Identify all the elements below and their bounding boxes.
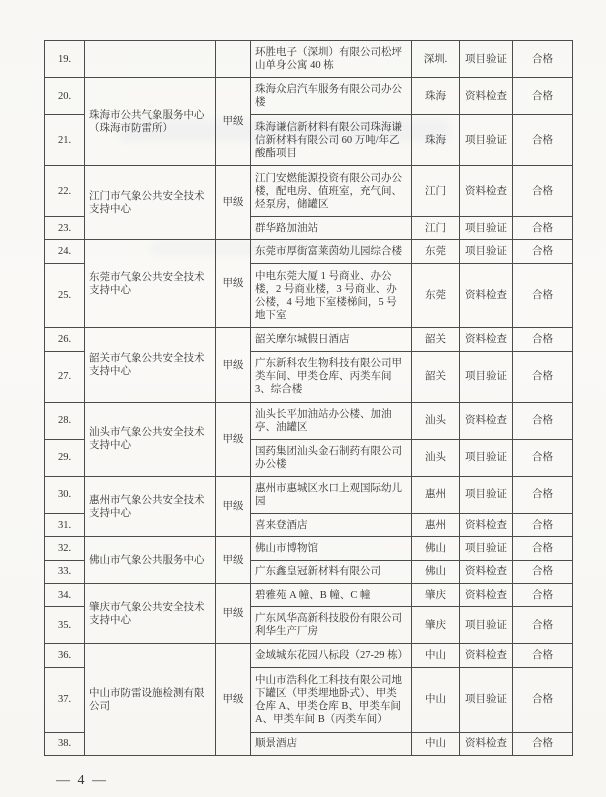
- result-cell: 合格: [513, 328, 573, 351]
- check-type-cell: 项目验证: [460, 41, 513, 78]
- result-cell: 合格: [513, 607, 573, 644]
- city-cell: 中山: [412, 644, 460, 667]
- check-type-cell: 资料检查: [460, 514, 513, 537]
- table-row: [45, 584, 573, 607]
- inspection-results-table: [44, 40, 573, 756]
- city-cell: 东莞: [412, 263, 460, 328]
- row-number-cell: 22.: [45, 166, 85, 217]
- project-cell: 群华路加油站: [251, 217, 412, 240]
- table-row: [45, 328, 573, 351]
- grade-cell: [216, 41, 251, 78]
- org-cell: 惠州市气象公共安全技术支持中心: [85, 476, 216, 536]
- city-cell: 肇庆: [412, 584, 460, 607]
- org-cell: [85, 41, 216, 78]
- city-cell: 韶关: [412, 351, 460, 402]
- grade-cell: 甲级: [216, 537, 251, 584]
- city-cell: 江门: [412, 217, 460, 240]
- page-number: — 4 —: [56, 773, 108, 788]
- check-type-cell: 项目验证: [460, 217, 513, 240]
- city-cell: 汕头: [412, 439, 460, 476]
- check-type-cell: 项目验证: [460, 351, 513, 402]
- project-cell: 东莞市厚街富莱茵幼儿园综合楼: [251, 240, 412, 263]
- row-number-cell: 21.: [45, 115, 85, 166]
- row-number-cell: 25.: [45, 263, 85, 328]
- grade-cell: 甲级: [216, 78, 251, 166]
- city-cell: 佛山: [412, 560, 460, 583]
- project-cell: 韶关摩尔城假日酒店: [251, 328, 412, 351]
- grade-cell: 甲级: [216, 644, 251, 756]
- check-type-cell: 资料检查: [460, 263, 513, 328]
- row-number-cell: 27.: [45, 351, 85, 402]
- grade-cell: 甲级: [216, 584, 251, 644]
- project-cell: 广东新科农生物科技有限公司甲类车间、甲类仓库、丙类车间 3、综合楼: [251, 351, 412, 402]
- row-number-cell: 24.: [45, 240, 85, 263]
- org-cell: 珠海市公共气象服务中心（珠海市防雷所）: [85, 78, 216, 166]
- check-type-cell: 资料检查: [460, 328, 513, 351]
- result-cell: 合格: [513, 78, 573, 115]
- result-cell: 合格: [513, 439, 573, 476]
- project-cell: 国药集团汕头金石制药有限公司办公楼: [251, 439, 412, 476]
- project-cell: 珠海谦信新材料有限公司珠海谦信新材料有限公司 60 万吨/年乙酸酯项目: [251, 115, 412, 166]
- result-cell: 合格: [513, 402, 573, 439]
- check-type-cell: 资料检查: [460, 402, 513, 439]
- check-type-cell: 项目验证: [460, 607, 513, 644]
- table-row: [45, 78, 573, 115]
- city-cell: 珠海: [412, 115, 460, 166]
- check-type-cell: 项目验证: [460, 240, 513, 263]
- city-cell: 韶关: [412, 328, 460, 351]
- row-number-cell: 30.: [45, 476, 85, 513]
- table-row: [45, 537, 573, 560]
- result-cell: 合格: [513, 476, 573, 513]
- result-cell: 合格: [513, 644, 573, 667]
- result-cell: 合格: [513, 166, 573, 217]
- project-cell: 佛山市博物馆: [251, 537, 412, 560]
- grade-cell: 甲级: [216, 402, 251, 476]
- project-cell: 广东风华高新科技股份有限公司利华生产厂房: [251, 607, 412, 644]
- city-cell: 中山: [412, 732, 460, 756]
- result-cell: 合格: [513, 263, 573, 328]
- city-cell: 江门: [412, 166, 460, 217]
- project-cell: 汕头长平加油站办公楼、加油亭、油罐区: [251, 402, 412, 439]
- city-cell: 佛山: [412, 537, 460, 560]
- check-type-cell: 项目验证: [460, 476, 513, 513]
- project-cell: 江门安燃能源投资有限公司办公楼，配电房、值班室，充气间、烃泵房，储罐区: [251, 166, 412, 217]
- project-cell: 珠海众启汽车服务有限公司办公楼: [251, 78, 412, 115]
- result-cell: 合格: [513, 667, 573, 732]
- project-cell: 顺景酒店: [251, 732, 412, 756]
- org-cell: 汕头市气象公共安全技术支持中心: [85, 402, 216, 476]
- row-number-cell: 37.: [45, 667, 85, 732]
- row-number-cell: 28.: [45, 402, 85, 439]
- row-number-cell: 19.: [45, 41, 85, 78]
- org-cell: 中山市防雷设施检测有限公司: [85, 644, 216, 756]
- org-cell: 东莞市气象公共安全技术支持中心: [85, 240, 216, 328]
- project-cell: 金域城东花园八标段（27-29 栋）: [251, 644, 412, 667]
- project-cell: 环胜电子（深圳）有限公司松坪山单身公寓 40 栋: [251, 41, 412, 78]
- city-cell: 肇庆: [412, 607, 460, 644]
- table-row: [45, 166, 573, 217]
- check-type-cell: 资料检查: [460, 584, 513, 607]
- check-type-cell: 资料检查: [460, 560, 513, 583]
- result-cell: 合格: [513, 537, 573, 560]
- city-cell: 东莞: [412, 240, 460, 263]
- row-number-cell: 34.: [45, 584, 85, 607]
- result-cell: 合格: [513, 732, 573, 756]
- result-cell: 合格: [513, 217, 573, 240]
- result-cell: 合格: [513, 584, 573, 607]
- check-type-cell: 资料检查: [460, 78, 513, 115]
- city-cell: 惠州: [412, 514, 460, 537]
- result-cell: 合格: [513, 115, 573, 166]
- result-cell: 合格: [513, 351, 573, 402]
- check-type-cell: 资料检查: [460, 644, 513, 667]
- result-cell: 合格: [513, 240, 573, 263]
- project-cell: 中电东莞大厦 1 号商业、办公楼，2 号商业楼，3 号商业、办公楼，4 号地下室楼梯间，5 号地下室: [251, 263, 412, 328]
- project-cell: 惠州市惠城区水口上观国际幼儿园: [251, 476, 412, 513]
- project-cell: 碧雅苑 A 幢、B 幢、C 幢: [251, 584, 412, 607]
- check-type-cell: 项目验证: [460, 439, 513, 476]
- check-type-cell: 资料检查: [460, 166, 513, 217]
- table-row: [45, 476, 573, 513]
- project-cell: 广东鑫皇冠新材料有限公司: [251, 560, 412, 583]
- grade-cell: 甲级: [216, 476, 251, 536]
- row-number-cell: 38.: [45, 732, 85, 756]
- row-number-cell: 31.: [45, 514, 85, 537]
- org-cell: 江门市气象公共安全技术支持中心: [85, 166, 216, 240]
- city-cell: 珠海: [412, 78, 460, 115]
- table-row: [45, 240, 573, 263]
- row-number-cell: 20.: [45, 78, 85, 115]
- city-cell: 惠州: [412, 476, 460, 513]
- row-number-cell: 32.: [45, 537, 85, 560]
- result-cell: 合格: [513, 514, 573, 537]
- check-type-cell: 项目验证: [460, 537, 513, 560]
- row-number-cell: 23.: [45, 217, 85, 240]
- check-type-cell: 项目验证: [460, 115, 513, 166]
- grade-cell: 甲级: [216, 328, 251, 402]
- table-row: [45, 402, 573, 439]
- row-number-cell: 36.: [45, 644, 85, 667]
- grade-cell: 甲级: [216, 166, 251, 240]
- row-number-cell: 33.: [45, 560, 85, 583]
- result-cell: 合格: [513, 41, 573, 78]
- row-number-cell: 35.: [45, 607, 85, 644]
- project-cell: 中山市浩科化工科技有限公司地下罐区（甲类埋地卧式）、甲类仓库 A、甲类仓库 B、甲类车间 A、甲类车间 B（丙类车间）: [251, 667, 412, 732]
- row-number-cell: 26.: [45, 328, 85, 351]
- project-cell: 喜来登酒店: [251, 514, 412, 537]
- table-row: [45, 644, 573, 667]
- check-type-cell: 项目验证: [460, 667, 513, 732]
- org-cell: 韶关市气象公共安全技术支持中心: [85, 328, 216, 402]
- result-cell: 合格: [513, 560, 573, 583]
- row-number-cell: 29.: [45, 439, 85, 476]
- check-type-cell: 资料检查: [460, 732, 513, 756]
- city-cell: 汕头: [412, 402, 460, 439]
- table-row: [45, 41, 573, 78]
- city-cell: 深圳.: [412, 41, 460, 78]
- table-body: [45, 41, 573, 756]
- org-cell: 佛山市气象公共服务中心: [85, 537, 216, 584]
- org-cell: 肇庆市气象公共安全技术支持中心: [85, 584, 216, 644]
- city-cell: 中山: [412, 667, 460, 732]
- grade-cell: 甲级: [216, 240, 251, 328]
